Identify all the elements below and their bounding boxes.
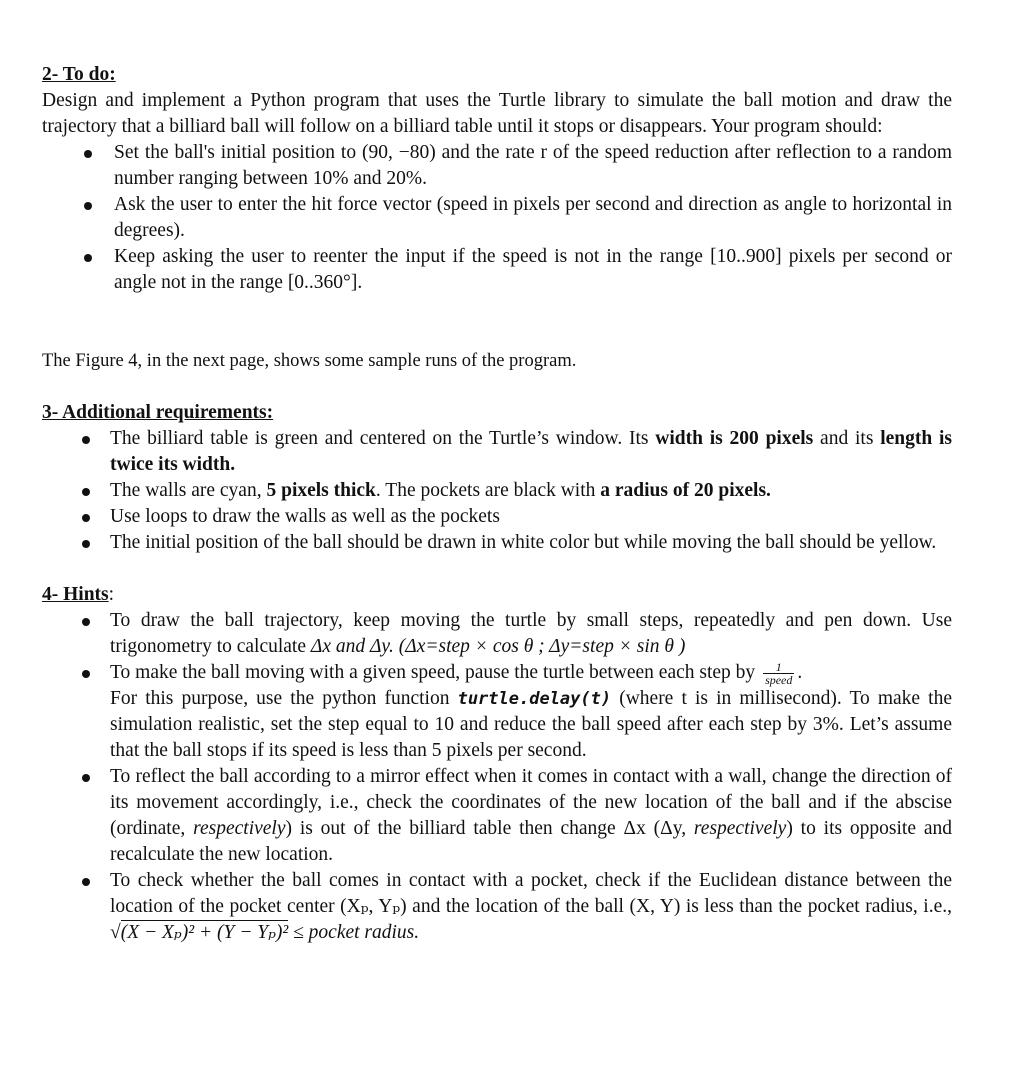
list-item: To reflect the ball according to a mirror effect when it comes in contact with a wall, change the direction of its movement accordingly, i.e., check the coordinates of the new location of the ball and if the abscise (ordinate, respectively) is out of the billiard table then change Δx (Δy, respectively) to its opposite and recalculate the new location. [42, 764, 952, 868]
list-item: To check whether the ball comes in contact with a pocket, check if the Euclidean distance between the location of the pocket center (Xₚ, Yₚ) and the location of the ball (X, Y) is less than the pocket radius, i.e., √(X − Xₚ)² + (Y − Yₚ)² ≤ pocket radius. [42, 868, 952, 946]
figure-note: The Figure 4, in the next page, shows some sample runs of the program. [42, 351, 577, 371]
section-3-heading: 3- Additional requirements: [42, 402, 274, 423]
document-page [42, 62, 952, 946]
section-2-list [42, 140, 952, 296]
section-2-intro: Design and implement a Python program that uses the Turtle library to simulate the ball motion and draw the trajectory that a billiard ball will follow on a billiard table until it stops or disappears. Your program should: [42, 90, 952, 137]
section-4-heading: 4- Hints: [42, 584, 115, 605]
code-snippet: turtle.delay(t) [457, 689, 612, 710]
list-item: Use loops to draw the walls as well as the pockets [42, 504, 952, 530]
section-2-heading: 2- To do: [42, 64, 116, 85]
list-item: The billiard table is green and centered on the Turtle’s window. Its width is 200 pixels and its length is twice its width. [42, 426, 952, 478]
list-item: To make the ball moving with a given speed, pause the turtle between each step by $\frac{1}{\text{speed}}$ . For this purpose, use the python function turtle.delay(t) (where t is in millisecond). To make the simulation realistic, set the step equal to 10 and reduce the ball speed after each step by 3%. Let’s assume that the ball stops if its speed is less than 5 pixels per second. [42, 660, 952, 764]
section-4-list [42, 608, 952, 946]
section-3-list [42, 426, 952, 556]
list-item: The walls are cyan, 5 pixels thick. The pockets are black with a radius of 20 pixels. [42, 478, 952, 504]
list-item: Keep asking the user to reenter the input if the speed is not in the range [10..900] pixels per second or angle not in the range [0..360°]. [42, 244, 952, 296]
list-item: Ask the user to enter the hit force vector (speed in pixels per second and direction as angle to horizontal in degrees). [42, 192, 952, 244]
sqrt-formula: √(X − Xₚ)² + (Y − Yₚ)² [110, 922, 289, 944]
list-item: Set the ball's initial position to (90, −80) and the rate r of the speed reduction after reflection to a random number ranging between 10% and 20%. [42, 140, 952, 192]
list-item: The initial position of the ball should be drawn in white color but while moving the ball should be yellow. [42, 530, 952, 556]
list-item: To draw the ball trajectory, keep moving the turtle by small steps, repeatedly and pen down. Use trigonometry to calculate Δx and Δy. (Δx=step × cos θ ; Δy=step × sin θ ) [42, 608, 952, 660]
fraction: $\frac{1}{\text{speed}}$ [765, 660, 793, 688]
